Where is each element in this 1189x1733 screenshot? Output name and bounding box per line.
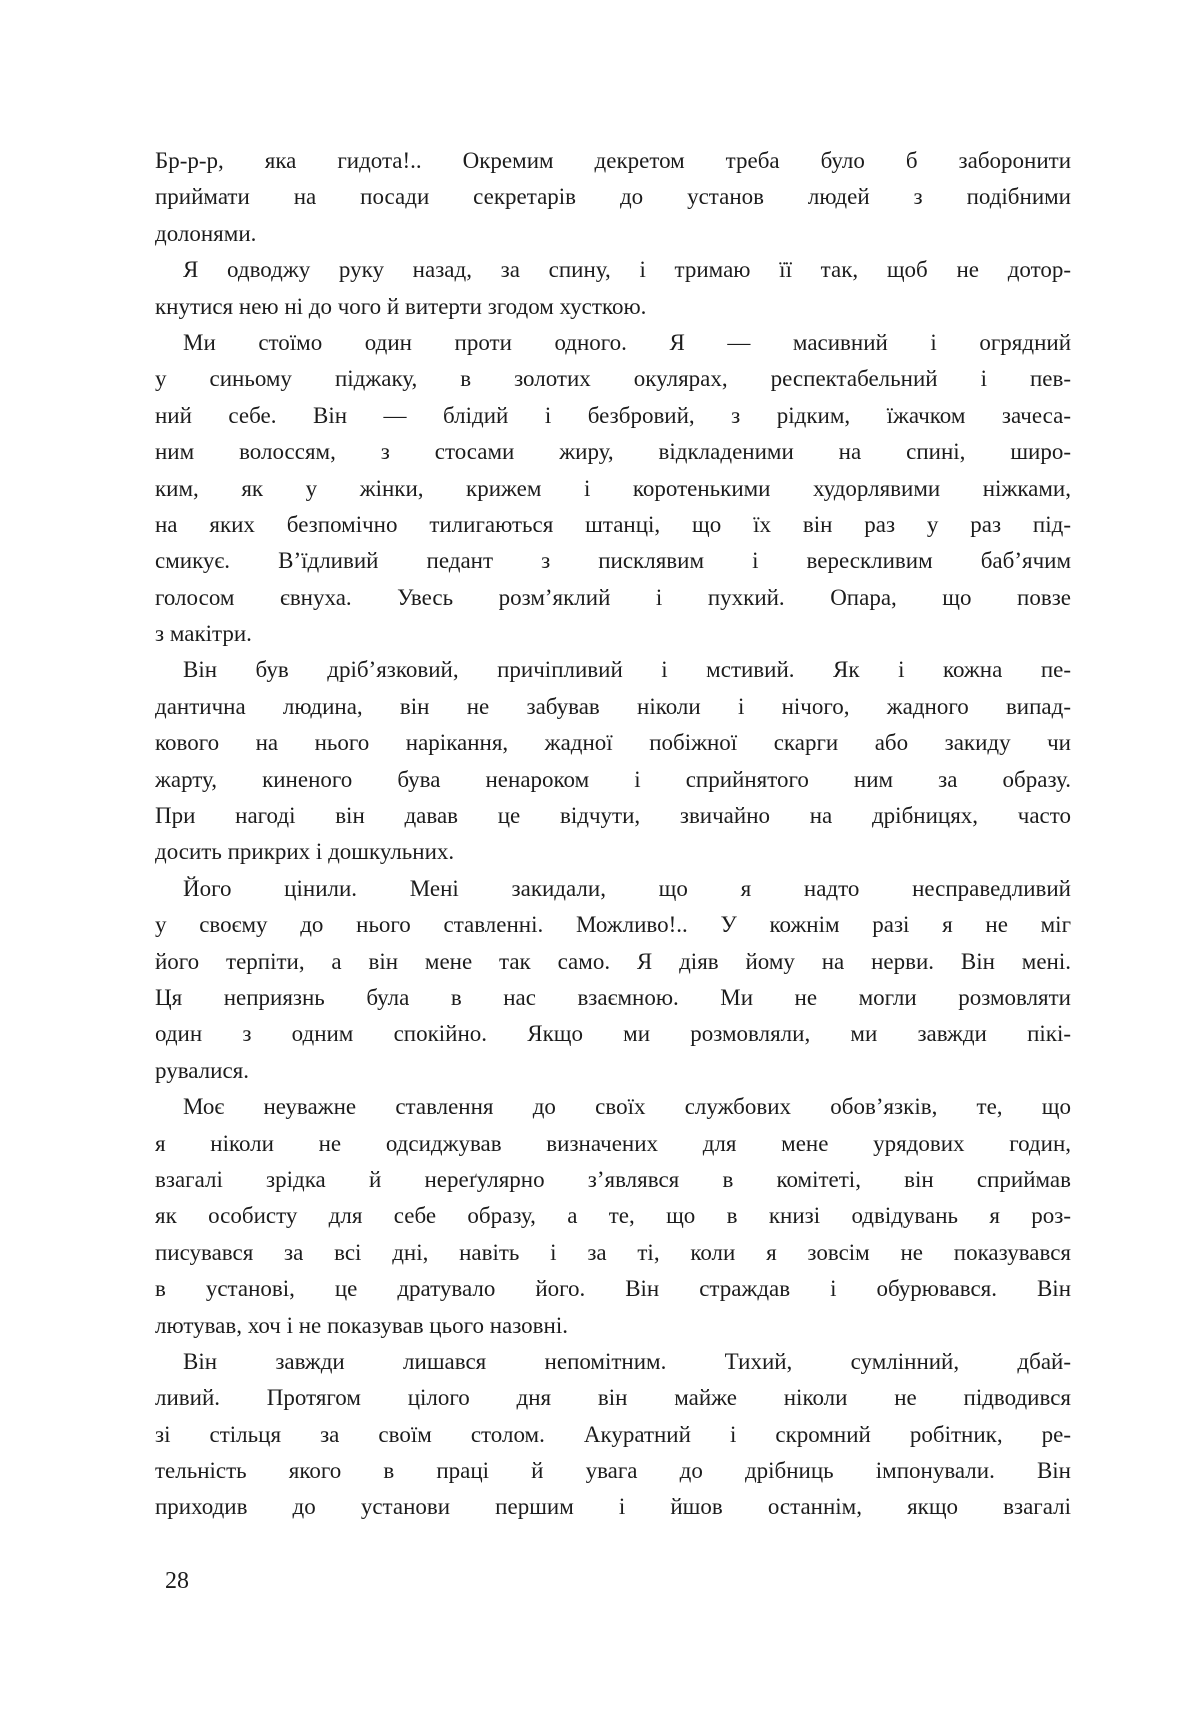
text-line: тельність якого в праці й увага до дрібниць імпонували. Він — [155, 1458, 1071, 1484]
text-line: як особисту для себе образу, а те, що в книзі одвідувань я роз- — [155, 1203, 1071, 1229]
text-line: голосом євнуха. Увесь розм’яклий і пухкий. Опара, що повзе — [155, 584, 1071, 610]
text-line: у синьому піджаку, в золотих окулярах, респектабельний і пев- — [155, 366, 1071, 392]
text-line: в установі, це дратувало його. Він страждав і обурювався. Він — [155, 1276, 1071, 1302]
text-line: Його цінили. Мені закидали, що я надто несправедливий — [183, 875, 1071, 901]
text-line: Він завжди лишався непомітним. Тихий, сумлінний, дбай- — [183, 1348, 1071, 1374]
text-line: жарту, киненого бува ненароком і сприйнятого ним за образу. — [155, 766, 1071, 792]
text-line: кнутися нею ні до чого й витерти згодом хусткою. — [155, 293, 647, 319]
text-line: Моє неуважне ставлення до своїх службових обов’язків, те, що — [183, 1094, 1071, 1120]
text-line: ний себе. Він — блідий і безбровий, з рідким, їжачком зачеса- — [155, 402, 1071, 428]
text-line: ливий. Протягом цілого дня він майже ніколи не підводився — [155, 1385, 1071, 1411]
page-number: 28 — [165, 1568, 189, 1594]
text-line: Ми стоїмо один проти одного. Я — масивний і огрядний — [183, 329, 1071, 355]
text-line: кового на нього нарікання, жадної побіжної скарги або закиду чи — [155, 730, 1071, 756]
text-line: ким, як у жінки, крижем і коротенькими худорлявими ніжками, — [155, 475, 1071, 501]
text-line: Ця неприязнь була в нас взаємною. Ми не могли розмовляти — [155, 984, 1071, 1010]
text-line: зі стільця за своїм столом. Акуратний і скромний робітник, ре- — [155, 1421, 1071, 1447]
text-line: рувалися. — [155, 1057, 249, 1083]
text-line: писувався за всі дні, навіть і за ті, коли я зовсім не показувався — [155, 1239, 1071, 1265]
text-line: ним волоссям, з стосами жиру, відкладеними на спині, широ- — [155, 439, 1071, 465]
text-line: дантична людина, він не забував ніколи і нічого, жадного випад- — [155, 693, 1071, 719]
text-line: я ніколи не одсиджував визначених для мене урядових годин, — [155, 1130, 1071, 1156]
body-text — [155, 143, 1071, 1526]
text-line: у своєму до нього ставленні. Можливо!.. У кожнім разі я не міг — [155, 912, 1071, 938]
text-line: При нагоді він давав це відчути, звичайно на дрібницях, часто — [155, 803, 1071, 829]
text-line: Бр-р-р, яка гидота!.. Окремим декретом треба було б заборонити — [155, 148, 1071, 173]
text-line: його терпіти, а він мене так само. Я діяв йому на нерви. Він мені. — [155, 948, 1071, 974]
text-line: смикує. В’їдливий педант з писклявим і верескливим баб’ячим — [155, 548, 1071, 574]
text-line: з макітри. — [155, 621, 252, 647]
text-line: досить прикрих і дошкульних. — [155, 839, 455, 865]
text-line: приходив до установи першим і йшов останнім, якщо взагалі — [155, 1494, 1071, 1520]
text-line: один з одним спокійно. Якщо ми розмовляли, ми завжди пікі- — [155, 1021, 1071, 1047]
text-line: долонями. — [155, 220, 257, 246]
text-line: взагалі зрідка й нереґулярно з’являвся в комітеті, він сприймав — [155, 1166, 1071, 1192]
text-line: Я одводжу руку назад, за спину, і тримаю її так, щоб не дотор- — [183, 257, 1071, 283]
text-line: приймати на посади секретарів до установ людей з подібними — [155, 184, 1071, 210]
text-line: Він був дріб’язковий, причіпливий і мстивий. Як і кожна пе- — [183, 657, 1071, 683]
text-line: на яких безпомічно тилигаються штанці, що їх він раз у раз під- — [155, 511, 1071, 537]
text-line: лютував, хоч і не показував цього назовні. — [155, 1312, 568, 1338]
